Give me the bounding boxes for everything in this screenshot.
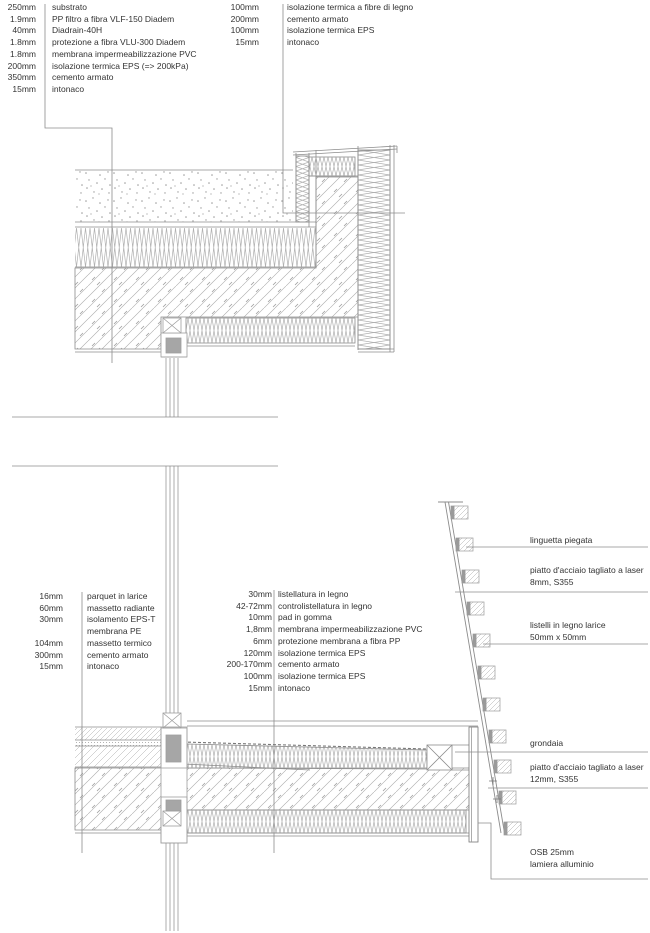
layer-description: protezione membrana a fibra PP [278,635,401,646]
layer-thickness: 200-170mm [226,659,272,670]
layer-description: intonaco [87,661,120,672]
layer-description: massetto radiante [87,602,155,613]
spec-row [2,2,197,14]
roof-parapet-detail [75,145,397,352]
spec-row [222,624,423,636]
layer-description: parquet in larice [87,591,148,601]
spec-row [222,659,423,671]
callout-listelli-larice [530,619,606,643]
spec-row [222,589,423,601]
layer-thickness: 200mm [230,13,259,24]
spec-row [2,72,197,84]
layer-thickness: 60mm [39,602,63,613]
callout-line: 50mm x 50mm [530,632,587,642]
layer-description: cemento armato [287,13,349,24]
layer-thickness: 40mm [12,25,36,36]
layer-thickness: 16mm [39,591,63,601]
spec-row [2,49,197,61]
layer-thickness: 42-72mm [236,600,272,611]
layer-description: Diadrain-40H [52,25,103,36]
layer-description: intonaco [278,682,311,693]
callout-line: linguetta piegata [530,535,593,545]
layer-description: isolazione termica EPS [278,670,366,681]
callout-piatto-acciaio-8mm [530,564,644,588]
callout-line: lamiera alluminio [530,859,594,869]
spec-block-parapet [223,2,413,49]
spec-block-floor [27,591,156,673]
bolt-marks [489,777,501,803]
layer-thickness: 1.8mm [10,37,36,48]
layer-thickness: 10mm [248,612,272,623]
layer-thickness: 1.9mm [10,13,36,24]
layer-thickness: 1.8mm [10,48,36,59]
layer-thickness: 30mm [39,614,63,625]
callout-line: OSB 25mm [530,847,574,857]
spec-block-roof [2,2,197,96]
window-head-frame [161,318,187,357]
layer-thickness: 350mm [7,72,36,83]
layer-description: isolazione termica EPS [278,647,366,658]
layer-thickness: 100mm [230,25,259,36]
layer-description: membrana PE [87,626,142,637]
spec-row [27,614,156,626]
layer-thickness: 1,8mm [246,624,272,635]
section-break-lines [12,417,278,466]
spec-row [2,61,197,73]
spec-row [222,671,423,683]
callout-osb-lamiera [530,846,594,870]
layer-thickness: 15mm [235,37,259,48]
layer-description: isolazione termica EPS [287,25,375,36]
floor-terrace-detail [75,721,478,842]
terrace-door-frame [161,713,187,843]
spec-row [27,638,156,650]
layer-description: isolazione termica EPS (=> 200kPa) [52,60,189,71]
window-mullion [166,358,178,931]
callout-line: piatto d'acciaio tagliato a laser [530,565,644,575]
spec-row [222,683,423,695]
layer-description: intonaco [287,37,320,48]
layer-description: substrato [52,2,87,12]
spec-row [27,650,156,662]
layer-thickness: 100mm [230,2,259,12]
layer-thickness: 30mm [248,589,272,599]
layer-thickness: 200mm [7,60,36,71]
layer-description: membrana impermeabilizzazione PVC [52,48,197,59]
callout-grondaia [530,737,563,749]
layer-thickness: 15mm [248,682,272,693]
layer-thickness [27,626,63,638]
layer-description: isolamento EPS-T [87,614,156,625]
callout-line: grondaia [530,738,564,748]
spec-row [223,25,413,37]
layer-thickness: 104mm [34,637,63,648]
spec-row [223,37,413,49]
layer-description: pad in gomma [278,612,332,623]
layer-thickness: 250mm [7,2,36,12]
spec-row [222,601,423,613]
layer-thickness: 15mm [12,83,36,94]
spec-row [2,25,197,37]
spec-row [223,2,413,14]
layer-description: cemento armato [278,659,340,670]
spec-row [27,661,156,673]
layer-description: cemento armato [52,72,114,83]
callout-linguetta-piegata [530,534,592,546]
callout-piatto-acciaio-12mm [530,761,644,785]
spec-row [222,636,423,648]
callout-line: 12mm, S355 [530,774,579,784]
spec-row [2,37,197,49]
layer-description: massetto termico [87,637,152,648]
spec-row [223,14,413,26]
spec-row [27,603,156,615]
callout-line: listelli in legno larice [530,620,606,630]
layer-description: isolazione termica a fibre di legno [287,2,414,12]
layer-thickness: 120mm [243,647,272,658]
spec-row [222,612,423,624]
spec-row [222,648,423,660]
layer-description: cemento armato [87,649,149,660]
spec-block-terrace [222,589,423,694]
callout-line: piatto d'acciaio tagliato a laser [530,762,644,772]
layer-description: intonaco [52,83,85,94]
layer-description: protezione a fibra VLU-300 Diadem [52,37,186,48]
layer-description: PP filtro a fibra VLF-150 Diadem [52,13,175,24]
layer-thickness: 15mm [39,661,63,672]
layer-thickness: 100mm [243,670,272,681]
layer-thickness: 300mm [34,649,63,660]
layer-description: controlistellatura in legno [278,600,373,611]
callout-line: 8mm, S355 [530,577,574,587]
spec-row [27,591,156,603]
spec-row [27,626,156,638]
spec-row [2,14,197,26]
spec-row [2,84,197,96]
layer-thickness: 6mm [253,635,272,646]
layer-description: listellatura in legno [278,589,349,599]
layer-description: membrana impermeabilizzazione PVC [278,624,423,635]
